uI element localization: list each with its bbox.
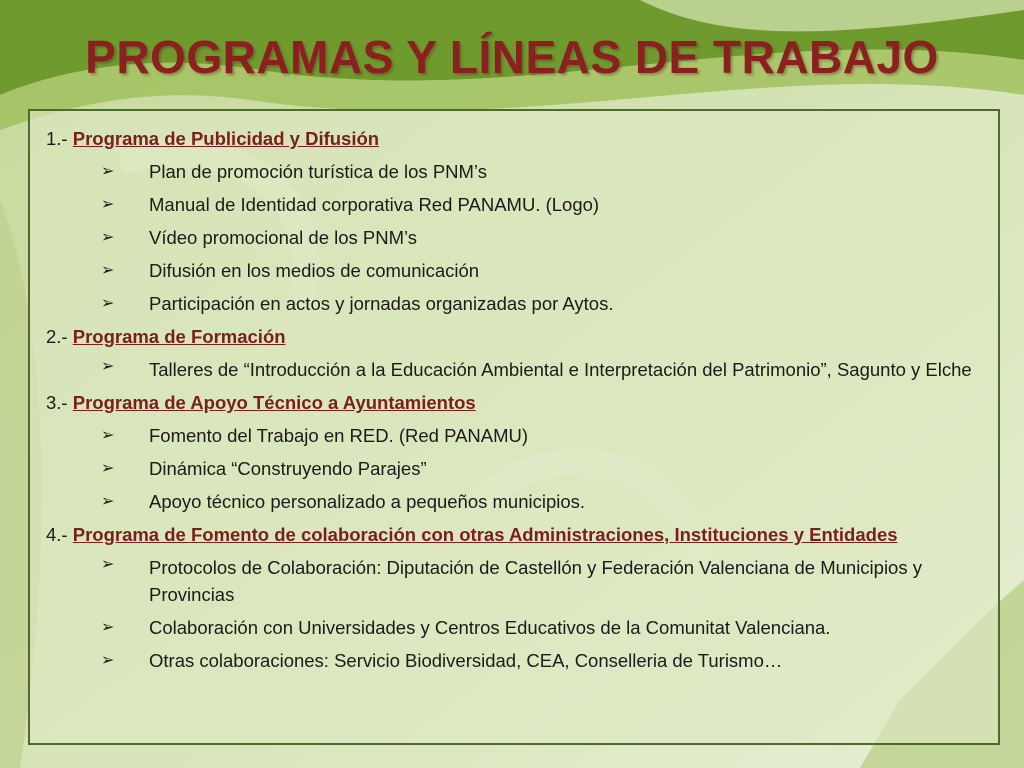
arrow-bullet-icon: ➢ xyxy=(101,196,115,213)
arrow-bullet-icon: ➢ xyxy=(101,295,115,312)
list-item xyxy=(46,254,986,287)
item-text: Dinámica “Construyendo Parajes” xyxy=(149,458,427,479)
list-item xyxy=(46,485,986,518)
program-list xyxy=(46,122,986,677)
section-heading xyxy=(46,386,986,419)
item-text: Manual de Identidad corporativa Red PANAMU. (Logo) xyxy=(149,194,600,215)
list-item xyxy=(46,155,986,188)
item-text: Fomento del Trabajo en RED. (Red PANAMU) xyxy=(149,425,529,446)
list-item xyxy=(46,611,986,644)
list-item xyxy=(46,419,986,452)
arrow-bullet-icon: ➢ xyxy=(101,358,115,375)
list-item xyxy=(46,644,986,677)
item-text: Talleres de “Introducción a la Educación Ambiental e Interpretación del Patrimonio”, Sagunto y Elche xyxy=(149,359,972,380)
section-number: 4.- xyxy=(46,524,68,545)
section-title: Programa de Formación xyxy=(72,326,286,347)
arrow-bullet-icon: ➢ xyxy=(101,460,115,477)
section-number: 2.- xyxy=(46,326,68,347)
section-title: Programa de Apoyo Técnico a Ayuntamientos xyxy=(72,392,476,413)
section-title: Programa de Fomento de colaboración con otras Administraciones, Instituciones y Entidades xyxy=(72,524,898,545)
item-text: Vídeo promocional de los PNM’s xyxy=(149,227,418,248)
section-heading xyxy=(46,320,986,353)
item-text: Otras colaboraciones: Servicio Biodiversidad, CEA, Conselleria de Turismo… xyxy=(149,650,783,671)
item-text: Difusión en los medios de comunicación xyxy=(149,260,480,281)
section-title: Programa de Publicidad y Difusión xyxy=(72,128,380,149)
item-text: Protocolos de Colaboración: Diputación de Castellón y Federación Valenciana de Municipios y Provincias xyxy=(149,557,922,605)
section-heading xyxy=(46,122,986,155)
section-heading xyxy=(46,518,986,551)
list-item xyxy=(46,353,986,386)
item-text: Participación en actos y jornadas organizadas por Aytos. xyxy=(149,293,614,314)
list-item xyxy=(46,188,986,221)
section-number: 3.- xyxy=(46,392,68,413)
arrow-bullet-icon: ➢ xyxy=(101,619,115,636)
arrow-bullet-icon: ➢ xyxy=(101,427,115,444)
list-item xyxy=(46,452,986,485)
arrow-bullet-icon: ➢ xyxy=(101,493,115,510)
item-text: Plan de promoción turística de los PNM’s xyxy=(149,161,487,182)
item-text: Colaboración con Universidades y Centros Educativos de la Comunitat Valenciana. xyxy=(149,617,831,638)
list-item xyxy=(46,551,986,611)
page-title: PROGRAMAS Y LÍNEAS DE TRABAJO xyxy=(85,31,939,83)
item-text: Apoyo técnico personalizado a pequeños municipios. xyxy=(149,491,586,512)
section-number: 1.- xyxy=(46,128,68,149)
arrow-bullet-icon: ➢ xyxy=(101,229,115,246)
arrow-bullet-icon: ➢ xyxy=(101,163,115,180)
list-item xyxy=(46,221,986,254)
arrow-bullet-icon: ➢ xyxy=(101,556,115,573)
arrow-bullet-icon: ➢ xyxy=(101,652,115,669)
arrow-bullet-icon: ➢ xyxy=(101,262,115,279)
list-item xyxy=(46,287,986,320)
